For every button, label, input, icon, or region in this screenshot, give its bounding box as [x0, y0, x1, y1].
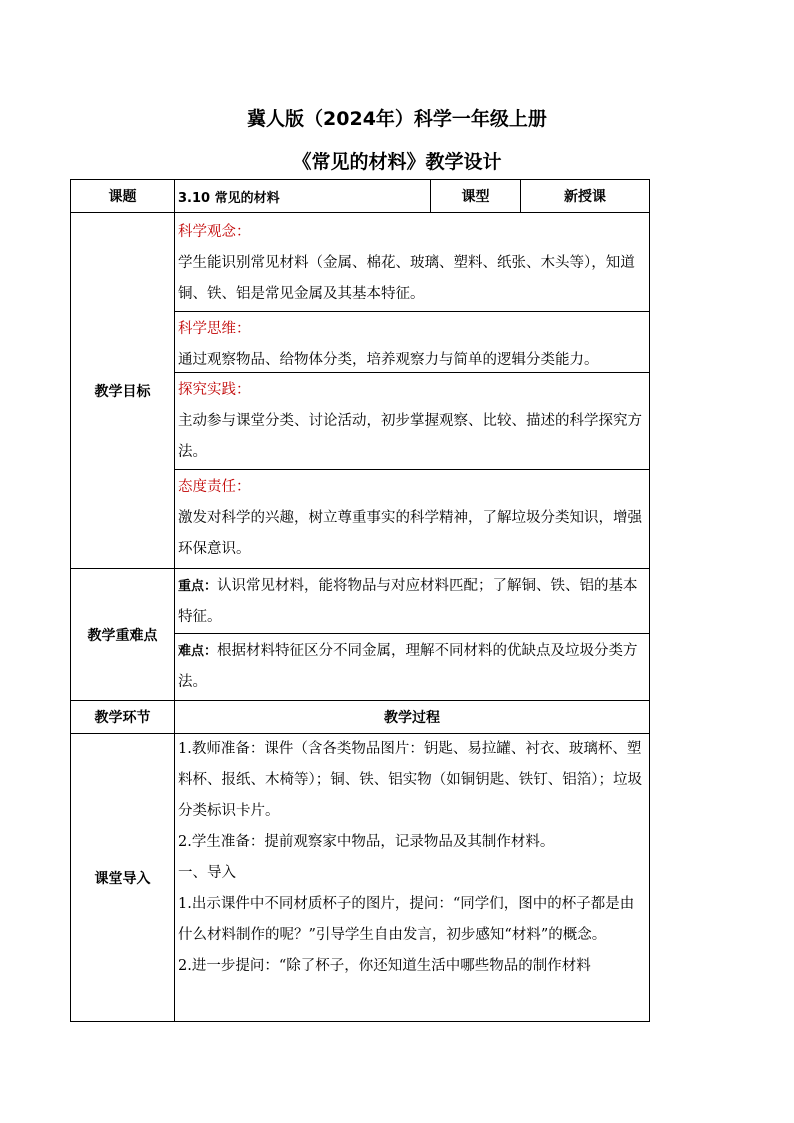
document-title: 冀人版（2024年）科学一年级上册 [247, 108, 547, 130]
objective-heading: 探究实践： [178, 382, 251, 398]
key-points-cell [175, 569, 650, 701]
lesson-type-value: 新授课 [521, 180, 650, 213]
intro-line: 1.出示课件中不同材质杯子的图片，提问：“同学们，图中的杯子都是由什么材料制作的呢？”引导学生自由发言，初步感知“材料”的概念。 [178, 896, 635, 943]
lesson-plan-table [70, 179, 650, 1022]
table-row [71, 569, 650, 701]
stage-header: 教学环节 [71, 701, 175, 734]
difficulty-label: 难点： [178, 644, 218, 659]
lesson-label: 课题 [71, 180, 175, 213]
objective-section [175, 215, 649, 312]
key-point-label: 重点： [178, 579, 218, 594]
table-row [71, 734, 650, 1022]
objective-text: 主动参与课堂分类、讨论活动，初步掌握观察、比较、描述的科学探究方法。 [178, 413, 642, 460]
objective-text: 学生能识别常见材料（金属、棉花、玻璃、塑料、纸张、木头等），知道铜、铁、铝是常见金属及其基本特征。 [178, 255, 635, 302]
objective-section [175, 470, 649, 566]
intro-line: 一、导入 [178, 865, 236, 881]
objective-text: 通过观察物品、给物体分类，培养观察力与简单的逻辑分类能力。 [178, 352, 599, 368]
intro-label: 课堂导入 [71, 734, 175, 1022]
intro-line: 2.学生准备：提前观察家中物品，记录物品及其制作材料。 [178, 834, 555, 850]
lesson-type-label: 课型 [431, 180, 521, 213]
objective-text: 激发对科学的兴趣，树立尊重事实的科学精神，了解垃圾分类知识，增强环保意识。 [178, 510, 642, 557]
objective-heading: 科学观念： [178, 224, 251, 240]
objective-section [175, 373, 649, 470]
table-row [71, 180, 650, 213]
intro-content [175, 734, 650, 1022]
objective-heading: 科学思维： [178, 321, 251, 337]
objectives-cell [175, 213, 650, 569]
intro-line: 1.教师准备：课件（含各类物品图片：钥匙、易拉罐、衬衣、玻璃杯、塑料杯、报纸、木椅等）；铜、铁、铝实物（如铜钥匙、铁钉、铝箔）；垃圾分类标识卡片。 [178, 741, 642, 819]
difficulty-point [175, 634, 649, 700]
table-row [71, 701, 650, 734]
key-point [175, 569, 649, 634]
intro-line: 2.进一步提问：“除了杯子，你还知道生活中哪些物品的制作材料 [178, 958, 591, 974]
difficulty-text: 根据材料特征区分不同金属，理解不同材料的优缺点及垃圾分类方法。 [178, 643, 638, 690]
table-row [71, 213, 650, 569]
objectives-label: 教学目标 [71, 213, 175, 569]
lesson-value: 3.10 常见的材料 [175, 180, 431, 213]
objective-heading: 态度责任： [178, 479, 251, 495]
document-subtitle: 《常见的材料》教学设计 [292, 151, 502, 173]
objective-section [175, 312, 649, 373]
key-points-label: 教学重难点 [71, 569, 175, 701]
key-point-text: 认识常见材料，能将物品与对应材料匹配；了解铜、铁、铝的基本特征。 [178, 578, 638, 625]
process-header: 教学过程 [175, 701, 650, 734]
